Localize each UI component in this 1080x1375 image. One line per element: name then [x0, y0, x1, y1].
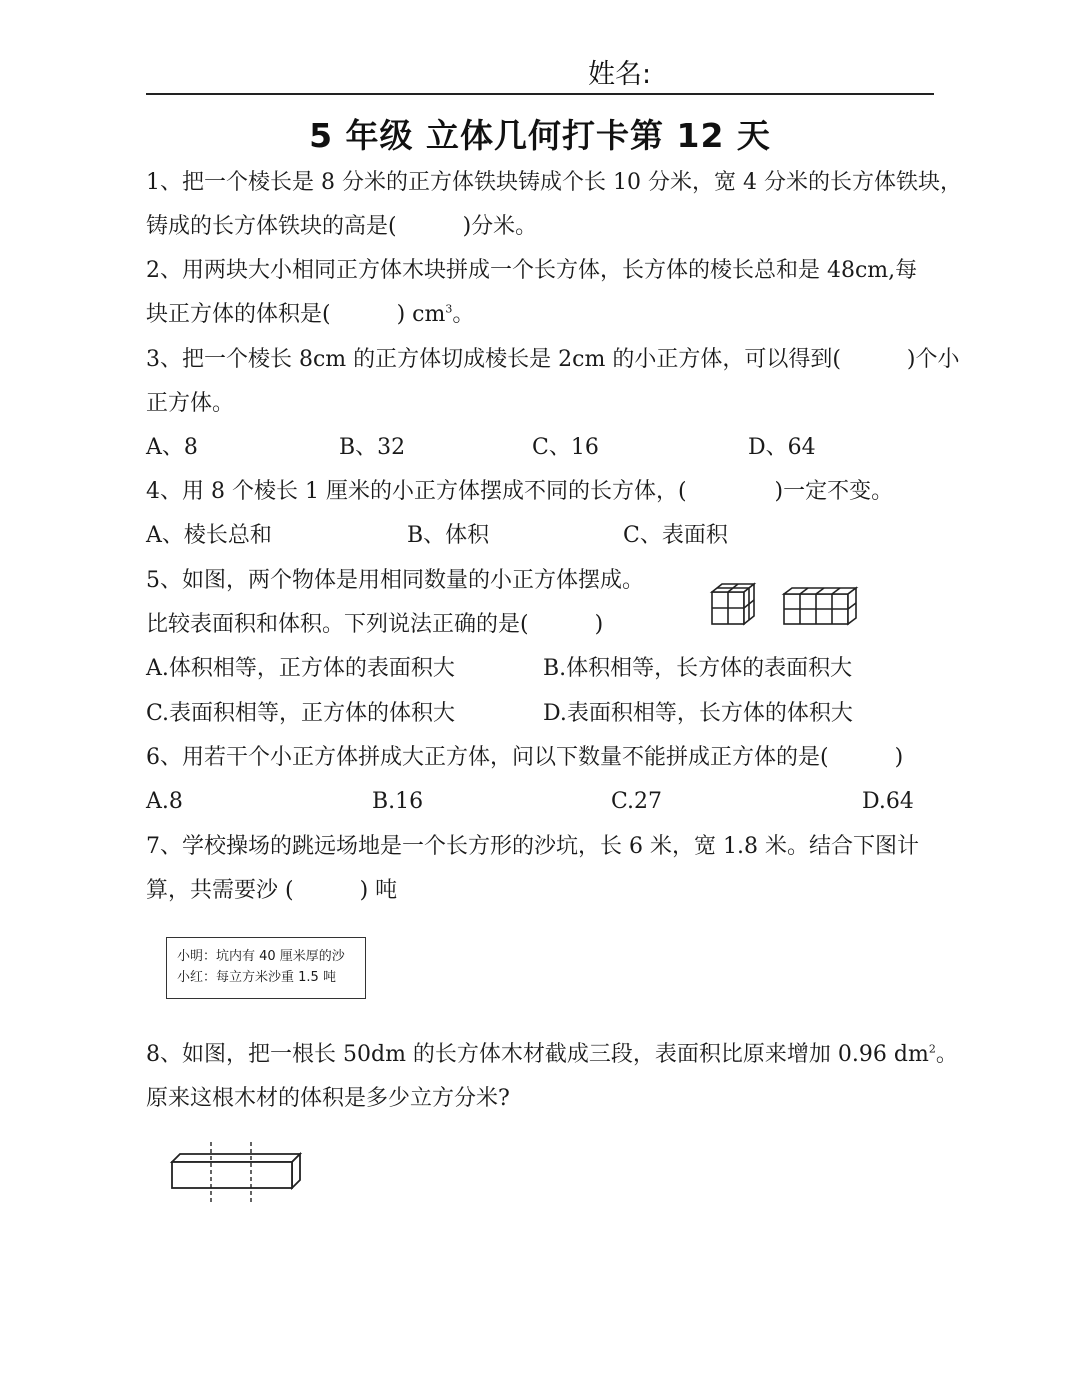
q2-line1: 2、用两块大小相同正方体木块拼成一个长方体，长方体的棱长总和是 48cm,每: [146, 258, 918, 283]
hint-xiaoming: 小明：坑内有 40 厘米厚的沙: [177, 949, 345, 964]
hint-box: [166, 937, 366, 999]
q5-option-d: D.表面积相等，长方体的体积大: [543, 701, 853, 726]
q4-line1: 4、用 8 个棱长 1 厘米的小正方体摆成不同的长方体，( )一定不变。: [146, 479, 894, 504]
q3-line1: 3、把一个棱长 8cm 的正方体切成棱长是 2cm 的小正方体，可以得到( )个小: [146, 347, 960, 372]
q5-option-c: C.表面积相等，正方体的体积大: [146, 701, 456, 726]
q6-option-a: A.8: [146, 789, 183, 814]
q3-option-c: C、16: [532, 435, 599, 460]
q3-option-d: D、64: [748, 435, 816, 460]
q5-option-a: A.体积相等，正方体的表面积大: [146, 656, 455, 681]
q5-line2: 比较表面积和体积。下列说法正确的是( ): [146, 612, 604, 637]
q2-line2-text: 块正方体的体积是( ) cm: [146, 302, 446, 327]
q7-line1: 7、学校操场的跳远场地是一个长方形的沙坑，长 6 米，宽 1.8 米。结合下图计: [146, 834, 919, 859]
q2-unit-exponent: 3: [445, 302, 453, 316]
q3-option-b: B、32: [339, 435, 406, 460]
name-underline: [146, 93, 934, 95]
q6-line1: 6、用若干个小正方体拼成大正方体，问以下数量不能拼成正方体的是( ): [146, 745, 904, 770]
q8-line1: [146, 1040, 958, 1070]
q7-line2: 算，共需要沙 ( ) 吨: [146, 878, 398, 903]
q8-line2: 原来这根木材的体积是多少立方分米?: [146, 1086, 510, 1111]
q2-line2: [146, 300, 474, 330]
q5-line1: 5、如图，两个物体是用相同数量的小正方体摆成。: [146, 568, 644, 593]
cube-figure: [710, 582, 760, 626]
q6-option-b: B.16: [372, 789, 424, 814]
q8-line1-end: 。: [935, 1042, 958, 1067]
q4-option-b: B、体积: [407, 523, 490, 548]
q8-line1-text: 8、如图，把一根长 50dm 的长方体木材截成三段，表面积比原来增加 0.96 dm: [146, 1042, 929, 1067]
hint-xiaohong: 小红：每立方米沙重 1.5 吨: [177, 970, 336, 985]
q8-unit-exponent: 2: [928, 1042, 936, 1056]
q5-option-b: B.体积相等，长方体的表面积大: [543, 656, 853, 681]
q6-option-d: D.64: [862, 789, 914, 814]
q2-line2-end: 。: [452, 302, 475, 327]
q4-option-c: C、表面积: [623, 523, 728, 548]
timber-figure: [168, 1140, 304, 1206]
q1-line2: 铸成的长方体铁块的高是( )分米。: [146, 214, 538, 239]
q1-line1: 1、把一个棱长是 8 分米的正方体铁块铸成个长 10 分米，宽 4 分米的长方体铁块，: [146, 170, 962, 195]
q3-option-a: A、8: [146, 435, 198, 460]
q4-option-a: A、棱长总和: [146, 523, 272, 548]
cuboid-figure: [782, 586, 858, 626]
name-label: 姓名:: [588, 59, 652, 90]
q6-option-c: C.27: [611, 789, 663, 814]
page-title: 5 年级 立体几何打卡第 12 天: [309, 116, 771, 155]
q3-line2: 正方体。: [146, 391, 235, 416]
